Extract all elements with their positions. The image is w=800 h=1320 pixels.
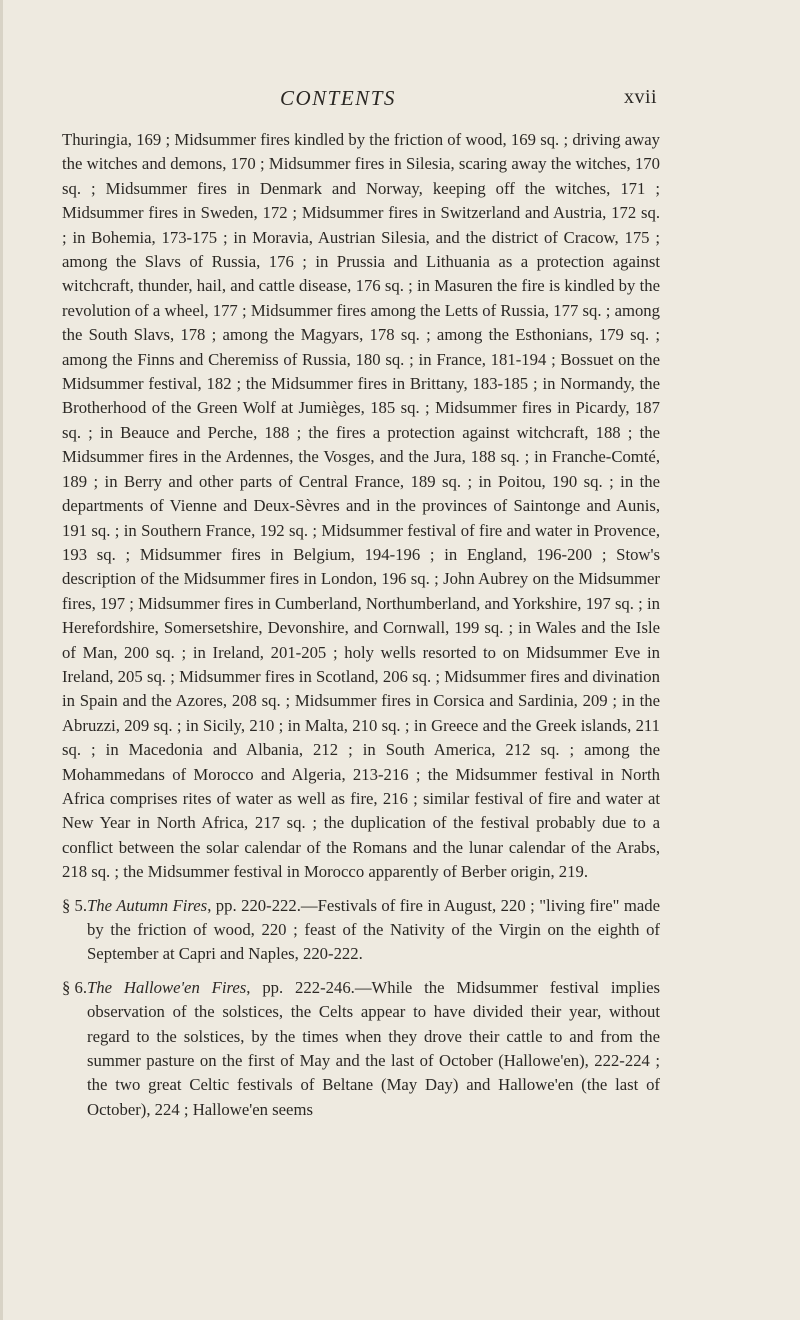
page-edge xyxy=(0,0,3,1320)
section-title: The Hallowe'en Fires xyxy=(87,977,247,997)
section-number: § 5. xyxy=(62,895,88,915)
section-text: , pp. 220-222.—Festivals of fire in August, 220 ; "living fire" made by the friction of wood, 220 ; feast of the Nativity of the Virgin on the eighth of September at Capri and Naples, 220-222. xyxy=(87,895,661,964)
section-entry xyxy=(62,976,660,1122)
page-header xyxy=(0,86,800,116)
contents-body xyxy=(62,128,660,1122)
section-body xyxy=(87,894,660,967)
section-title: The Autumn Fires xyxy=(87,895,208,915)
running-title: CONTENTS xyxy=(280,86,396,110)
section-body xyxy=(87,976,660,1122)
section-entry xyxy=(62,894,660,967)
continuation-paragraph: Thuringia, 169 ; Midsummer fires kindled by the friction of wood, 169 sq. ; driving away the witches and demons, 170 ; Midsummer fires in Silesia, scaring away the witches, 170 sq. ; Midsummer fires in Denmark and Norway, keeping off the witches, 171 ; Midsummer fires in Sweden, 172 ; Midsummer fires in Switzerland and Austria, 172 sq. ; in Bohemia, 173-175 ; in Moravia, Austrian Silesia, and the district of Cracow, 175 ; among the Slavs of Russia, 176 ; in Prussia and Lithuania as a protection against witchcraft, thunder, hail, and cattle disease, 176 sq. ; in Masuren the fire is kindled by the revolution of a wheel, 177 ; Midsummer fires among the Letts of Russia, 177 sq. ; among the South Slavs, 178 ; among the Magyars, 178 sq. ; among the Esthonians, 179 sq. ; among the Finns and Cheremiss of Russia, 180 sq. ; in France, 181-194 ; Bossuet on the Midsummer festival, 182 ; the Midsummer fires in Brittany, 183-185 ; in Normandy, the Brotherhood of the Green Wolf at Jumièges, 185 sq. ; Midsummer fires in Picardy, 187 sq. ; in Beauce and Perche, 188 ; the fires a protection against witchcraft, 188 ; the Midsummer fires in the Ardennes, the Vosges, and the Jura, 188 sq. ; in Franche-Comté, 189 ; in Berry and other parts of Central France, 189 sq. ; in Poitou, 190 sq. ; in the departments of Vienne and Deux-Sèvres and in the provinces of Saintonge and Aunis, 191 sq. ; in Southern France, 192 sq. ; Midsummer festival of fire and water in Provence, 193 sq. ; Midsummer fires in Belgium, 194-196 ; in England, 196-200 ; Stow's description of the Midsummer fires in London, 196 sq. ; John Aubrey on the Midsummer fires, 197 ; Midsummer fires in Cumberland, Northumberland, and Yorkshire, 197 sq. ; in Herefordshire, Somersetshire, Devonshire, and Cornwall, 199 sq. ; in Wales and the Isle of Man, 200 sq. ; in Ireland, 201-205 ; holy wells resorted to on Midsummer Eve in Ireland, 205 sq. ; Midsummer fires in Scotland, 206 sq. ; Midsummer fires and divination in Spain and the Azores, 208 sq. ; Midsummer fires in Corsica and Sardinia, 209 ; in the Abruzzi, 209 sq. ; in Sicily, 210 ; in Malta, 210 sq. ; in Greece and the Greek islands, 211 sq. ; in Macedonia and Albania, 212 ; in South America, 212 sq. ; among the Mohammedans of Morocco and Algeria, 213-216 ; the Midsummer festival in North Africa comprises rites of water as well as fire, 216 ; similar festival of fire and water at New Year in North Africa, 217 sq. ; the duplication of the festival probably due to a conflict between the solar calendar of the Romans and the lunar calendar of the Arabs, 218 sq. ; the Midsummer festival in Morocco apparently of Berber origin, 219. xyxy=(62,130,660,882)
page-number: xvii xyxy=(624,86,658,108)
section-text: , pp. 222-246.—While the Midsummer festival implies observation of the solstices, the Celts appear to have divided their year, without regard to the solstices, by the times when they drove their cattle to and from the summer pasture on the first of May and the last of October (Hallowe'en), 222-224 ; the two great Celtic festivals of Beltane (May Day) and Hallowe'en (the last of October), 224 ; Hallowe'en seems xyxy=(87,977,660,1119)
section-number: § 6. xyxy=(62,977,88,997)
